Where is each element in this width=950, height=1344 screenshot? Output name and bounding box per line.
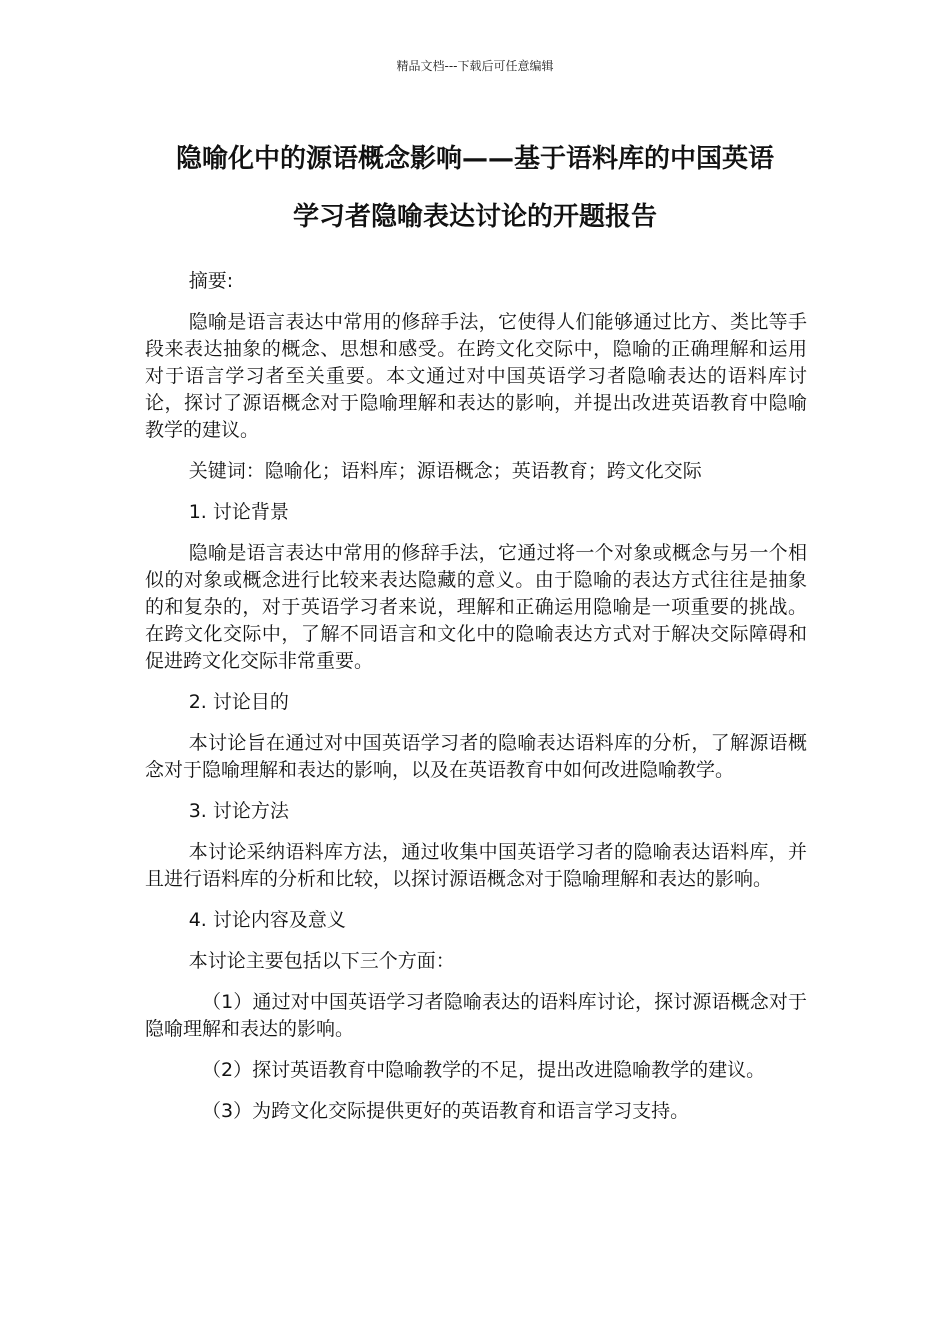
content-item-1: （1）通过对中国英语学习者隐喻表达的语料库讨论，探讨源语概念对于隐喻理解和表达的影响。 bbox=[145, 991, 807, 1040]
section-heading-method: 3. 讨论方法 bbox=[188, 800, 289, 822]
content-item-3: （3）为跨文化交际提供更好的英语教育和语言学习支持。 bbox=[202, 1100, 690, 1122]
abstract-text: 隐喻是语言表达中常用的修辞手法，它使得人们能够通过比方、类比等手段来表达抽象的概念、思想和感受。在跨文化交际中，隐喻的正确理解和运用对于语言学习者至关重要。本文通过对中国英语学习者隐喻表达的语料库讨论，探讨了源语概念对于隐喻理解和表达的影响，并提出改进英语教育中隐喻教学的建议。 bbox=[145, 311, 807, 441]
title-line-1: 隐喻化中的源语概念影响——基于语料库的中国英语 bbox=[175, 144, 774, 174]
section-heading-content: 4. 讨论内容及意义 bbox=[188, 909, 346, 931]
purpose-text: 本讨论旨在通过对中国英语学习者的隐喻表达语料库的分析，了解源语概念对于隐喻理解和表达的影响，以及在英语教育中如何改进隐喻教学。 bbox=[145, 732, 807, 781]
abstract-label: 摘要: bbox=[188, 270, 234, 292]
document-body bbox=[145, 268, 807, 1139]
method-text: 本讨论采纳语料库方法，通过收集中国英语学习者的隐喻表达语料库，并且进行语料库的分析和比较，以探讨源语概念对于隐喻理解和表达的影响。 bbox=[145, 841, 807, 890]
document-title bbox=[140, 130, 810, 246]
section-heading-background: 1. 讨论背景 bbox=[188, 501, 289, 523]
content-item-2: （2）探讨英语教育中隐喻教学的不足，提出改进隐喻教学的建议。 bbox=[202, 1059, 766, 1081]
section-heading-purpose: 2. 讨论目的 bbox=[188, 691, 289, 713]
content-intro: 本讨论主要包括以下三个方面： bbox=[188, 950, 455, 972]
background-text: 隐喻是语言表达中常用的修辞手法，它通过将一个对象或概念与另一个相似的对象或概念进行比较来表达隐藏的意义。由于隐喻的表达方式往往是抽象的和复杂的，对于英语学习者来说，理解和正确运用隐喻是一项重要的挑战。在跨文化交际中，了解不同语言和文化中的隐喻表达方式对于解决交际障碍和促进跨文化交际非常重要。 bbox=[145, 542, 807, 672]
title-line-2: 学习者隐喻表达讨论的开题报告 bbox=[292, 202, 657, 232]
keywords: 关键词：隐喻化；语料库；源语概念；英语教育；跨文化交际 bbox=[188, 460, 702, 482]
header-note: 精品文档---下载后可任意编辑 bbox=[396, 59, 554, 73]
